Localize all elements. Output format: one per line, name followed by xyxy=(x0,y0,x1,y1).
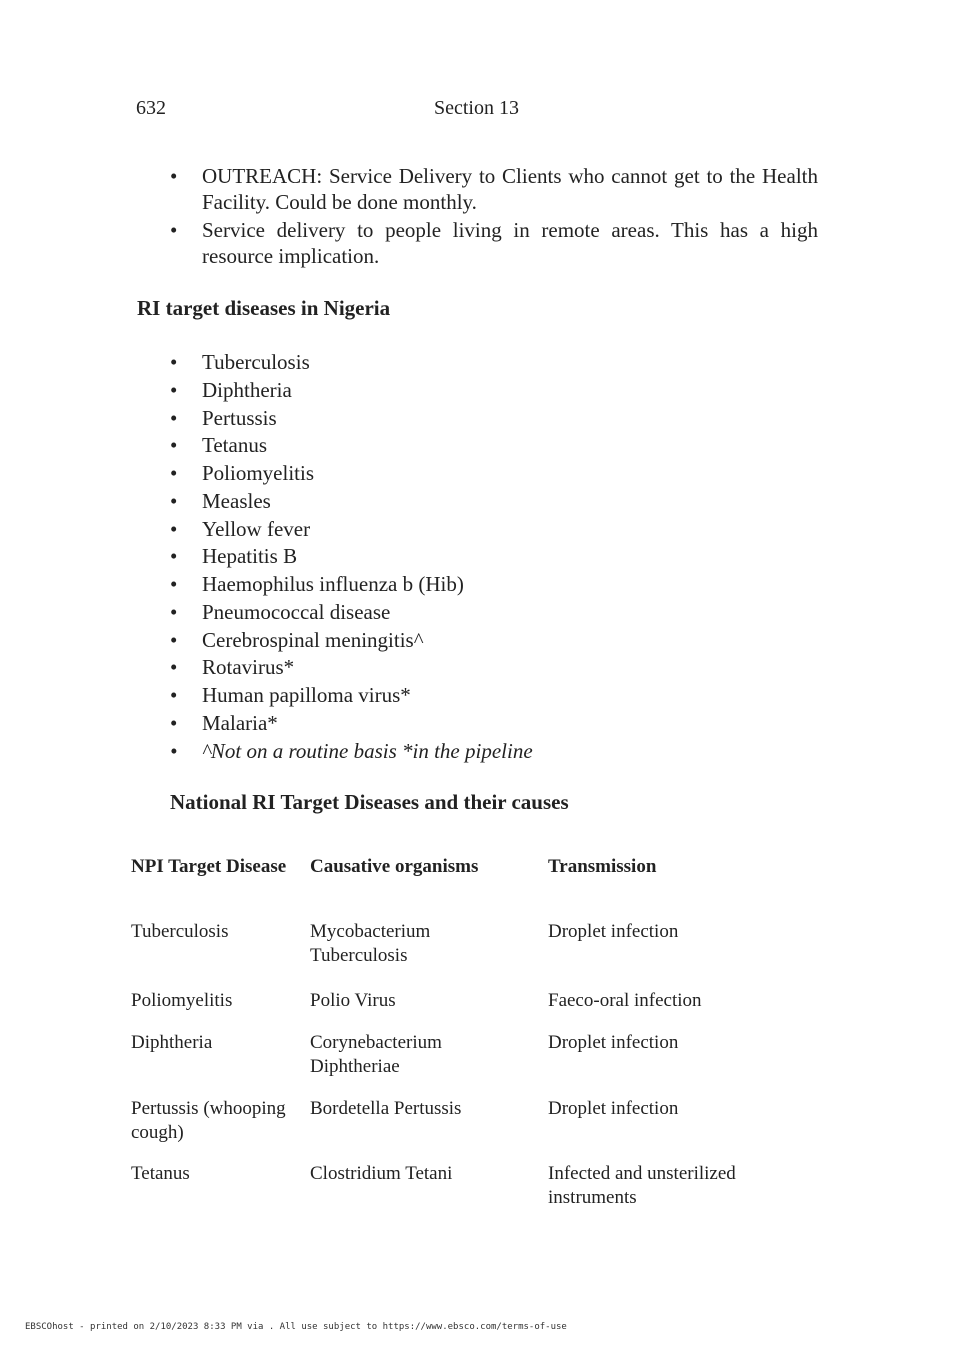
table-cell-disease: Diphtheria xyxy=(131,1032,213,1053)
bullet-icon: • xyxy=(170,710,178,735)
bullet-icon: • xyxy=(170,350,178,374)
list-item: • Cerebrospinal meningitis^ xyxy=(170,627,533,655)
list-item: • Diphtheria xyxy=(170,377,533,405)
table-cell-disease: Tetanus xyxy=(131,1163,190,1184)
table-cell-disease: Tuberculosis xyxy=(131,921,229,942)
list-item: • Tetanus xyxy=(170,432,533,460)
table-cell-organism: Mycobacterium Tuberculosis xyxy=(310,921,431,966)
list-item: • Poliomyelitis xyxy=(170,460,533,488)
list-item: • Haemophilus influenza b (Hib) xyxy=(170,571,533,599)
list-item: • Pneumococcal disease xyxy=(170,599,533,627)
list-item: • Tuberculosis xyxy=(170,349,533,377)
table-cell-transmission: Infected and unsterilized instruments xyxy=(548,1163,736,1208)
table-cell-organism: Bordetella Pertussis xyxy=(310,1098,462,1119)
table-heading: National RI Target Diseases and their causes xyxy=(170,790,569,814)
print-footer: EBSCOhost - printed on 2/10/2023 8:33 PM via . All use subject to https://www.ebsco.com/terms-of-use xyxy=(25,1322,567,1332)
list-item: • Rotavirus* xyxy=(170,654,533,682)
bullet-icon: • xyxy=(170,516,178,541)
bullet-icon: • xyxy=(170,572,178,596)
bullet-icon: • xyxy=(170,738,178,763)
table-cell-transmission: Droplet infection xyxy=(548,921,679,942)
list-item: • Human papilloma virus* xyxy=(170,682,533,710)
table-header-transmission: Transmission xyxy=(548,856,657,877)
table-cell-organism: Polio Virus xyxy=(310,990,396,1011)
outreach-list xyxy=(170,163,818,271)
list-item: • Hepatitis B xyxy=(170,543,533,571)
diseases-note: • ^Not on a routine basis *in the pipeline xyxy=(170,738,533,766)
list-item: • OUTREACH: Service Delivery to Clients who cannot get to the Health Facility. Could be done monthly. xyxy=(170,164,818,214)
bullet-icon: • xyxy=(170,405,178,430)
table-cell-disease: Poliomyelitis xyxy=(131,990,233,1011)
diseases-heading: RI target diseases in Nigeria xyxy=(137,296,391,320)
table-cell-disease: Pertussis (whooping cough) xyxy=(131,1098,286,1143)
page-number: 632 xyxy=(136,97,166,119)
table-cell-organism: Corynebacterium Diphtheriae xyxy=(310,1032,442,1077)
disease-list xyxy=(170,349,533,765)
list-item: • Service delivery to people living in remote areas. This has a high resource implication. xyxy=(170,218,818,268)
list-item: • Measles xyxy=(170,488,533,516)
table-cell-transmission: Droplet infection xyxy=(548,1098,679,1119)
bullet-icon: • xyxy=(170,377,178,402)
table-cell-transmission: Droplet infection xyxy=(548,1032,679,1053)
list-item: • Malaria* xyxy=(170,710,533,738)
bullet-icon: • xyxy=(170,627,178,652)
bullet-icon: • xyxy=(170,655,178,680)
bullet-icon: • xyxy=(170,488,178,513)
table-cell-organism: Clostridium Tetani xyxy=(310,1163,453,1184)
list-item: • Pertussis xyxy=(170,405,533,433)
bullet-icon: • xyxy=(170,544,178,569)
table-cell-transmission: Faeco-oral infection xyxy=(548,990,702,1011)
list-item: • Yellow fever xyxy=(170,516,533,544)
table-header-organisms: Causative organisms xyxy=(310,856,479,877)
table-header-disease: NPI Target Disease xyxy=(131,856,287,877)
bullet-icon: • xyxy=(170,433,178,458)
bullet-icon: • xyxy=(170,164,178,188)
bullet-icon: • xyxy=(170,683,178,707)
bullet-icon: • xyxy=(170,218,178,242)
bullet-icon: • xyxy=(170,461,178,485)
bullet-icon: • xyxy=(170,599,178,624)
running-header: Section 13 xyxy=(434,97,519,119)
